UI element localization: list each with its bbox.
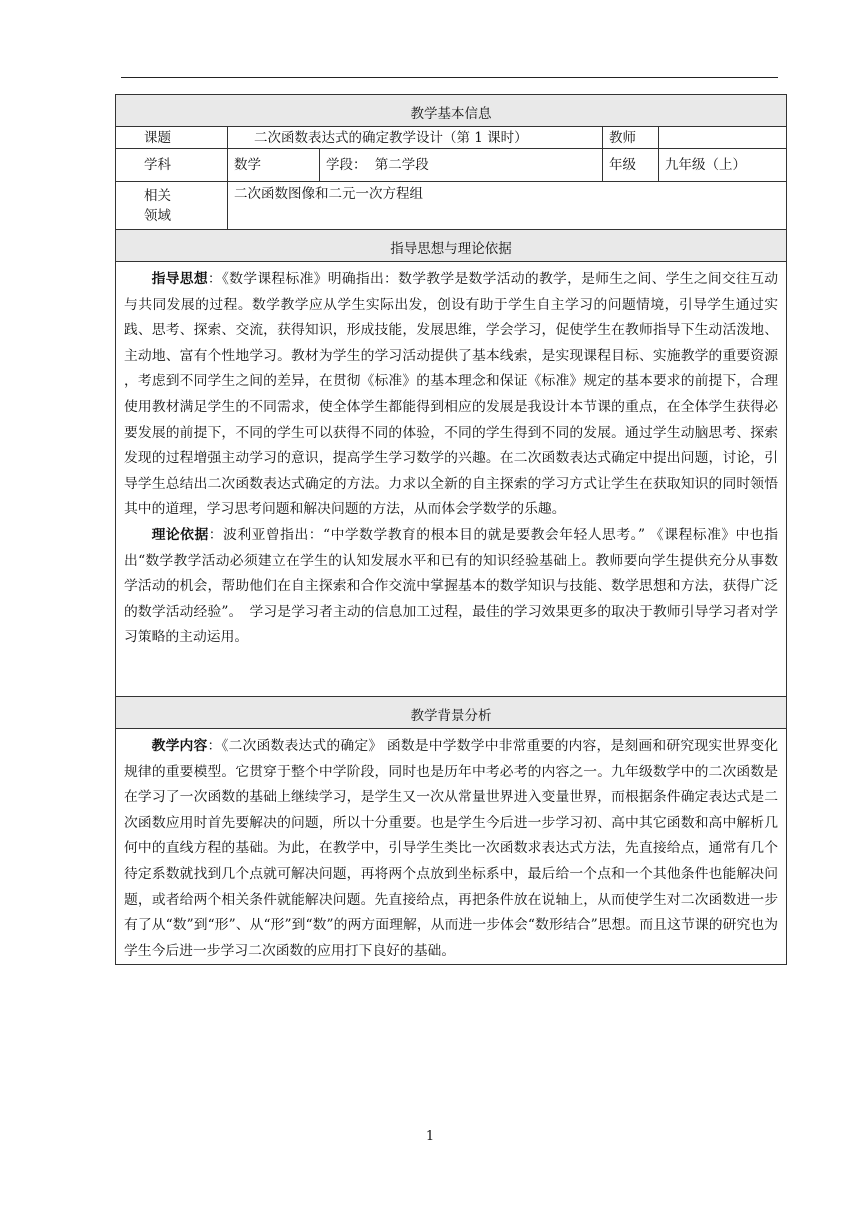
section-guide-header xyxy=(116,230,787,262)
field-label-line-1: 相关 xyxy=(144,187,171,204)
header-rule xyxy=(121,77,778,78)
guide-paragraph-1 xyxy=(124,267,778,523)
background-paragraph-1-lead: 教学内容 xyxy=(151,738,208,754)
guide-body xyxy=(116,262,787,697)
page-number: 1 xyxy=(425,1129,435,1144)
guide-paragraph-2-text: ：波利亚曾指出：“中学数学教育的根本目的就是要教会年轻人思考。” 《课程标准》中也指出“数学教学活动必须建立在学生的认知发展水平和已有的知识经验基础上。教师要向学生提供充分从事数学活动的机会，帮助他们在自主探索和合作交流中掌握基本的数学知识与技能、数学思想和方法，获得广泛的数学活动经验”。 学习是学习者主动的信息加工过程，最佳的学习效果更多的取决于教师引导学习者对学习策略的主动运用。 xyxy=(124,526,779,646)
teacher-value xyxy=(659,127,787,149)
background-paragraph-1-text: ：《二次函数表达式的确定》 函数是中学数学中非常重要的内容，是刻画和研究现实世界变化规律的重要模型。它贯穿于整个中学阶段，同时也是历年中考必考的内容之一。九年级数学中的二次函数是在学习了一次函数的基础上继续学习，是学生又一次从常量世界进入变量世界，而根据条件确定表达式是二次函数应用时首先要解决的问题，所以十分重要。也是学生今后进一步学习初、高中其它函数和高中解析几何中的直线方程的基础。为此，在教学中，引导学生类比一次函数求表达式方法，先直接给点，通常有几个待定系数就找到几个点就可解决问题，再将两个点放到坐标系中，最后给一个点和一个其他条件也能解决问题，或者给两个相关条件就能解决问题。先直接给点，再把条件放在说轴上，从而使学生对二次函数进一步有了从“数”到“形”、从“形”到“数”的两方面理解，从而进一步体会“数形结合”思想。而且这节课的研究也为学生今后进一步学习二次函数的应用打下良好的基础。 xyxy=(124,738,779,959)
guide-paragraph-1-lead: 指导思想 xyxy=(151,271,208,287)
lesson-plan-table xyxy=(115,94,787,965)
section-background-title: 教学背景分析 xyxy=(410,708,492,724)
background-paragraph-1 xyxy=(124,734,778,964)
section-basic-info-title: 教学基本信息 xyxy=(410,106,492,122)
section-basic-info-header xyxy=(116,95,787,127)
field-label xyxy=(116,182,228,230)
topic-label: 课题 xyxy=(116,127,228,149)
topic-value: 二次函数表达式的确定教学设计（第 1 课时） xyxy=(228,127,603,149)
section-background-header xyxy=(116,697,787,729)
grade-value: 九年级（上） xyxy=(659,149,787,182)
guide-paragraph-2-lead: 理论依据 xyxy=(151,526,209,543)
grade-label: 年级 xyxy=(603,149,659,182)
teacher-label: 教师 xyxy=(603,127,659,149)
background-body xyxy=(116,729,787,965)
stage-label: 学段： xyxy=(326,157,367,173)
section-guide-title: 指导思想与理论依据 xyxy=(390,241,512,257)
field-value: 二次函数图像和二元一次方程组 xyxy=(228,182,787,230)
stage-cell xyxy=(320,149,603,182)
stage-value: 第二学段 xyxy=(374,157,429,173)
subject-label: 学科 xyxy=(116,149,228,182)
guide-paragraph-1-text: ：《数学课程标准》明确指出：数学教学是数学活动的教学，是师生之间、学生之间交往互动与共同发展的过程。数学教学应从学生实际出发，创设有助于学生自主学习的问题情境，引导学生通过实践、思考、探索、交流，获得知识，形成技能，发展思维，学会学习，促使学生在教师指导下生动活泼地、主动地、富有个性地学习。教材为学生的学习活动提供了基本线索，是实现课程目标、实施教学的重要资源 ，考虑到不同学生之间的差异，在贯彻《标准》的基本理念和保证《标准》规定的基本要求的前提下，合理使用教材满足学生的不同需求，使全体学生都能得到相应的发展是我设计本节课的重点，在全体学生获得必要发展的前提下，不同的学生可以获得不同的体验，不同的学生得到不同的发展。通过学生动脑思考、探索发现的过程增强主动学习的意识，提高学生学习数学的兴趣。在二次函数表达式确定中提出问题，讨论，引导学生总结出二次函数表达式确定的方法。力求以全新的自主探索的学习方式让学生在获取知识的同时领悟其中的道理，学习思考问题和解决问题的方法，从而体会学数学的乐趣。 xyxy=(124,271,779,518)
guide-paragraph-2 xyxy=(124,523,778,651)
field-label-line-2: 领域 xyxy=(144,207,171,224)
subject-value: 数学 xyxy=(228,149,320,182)
